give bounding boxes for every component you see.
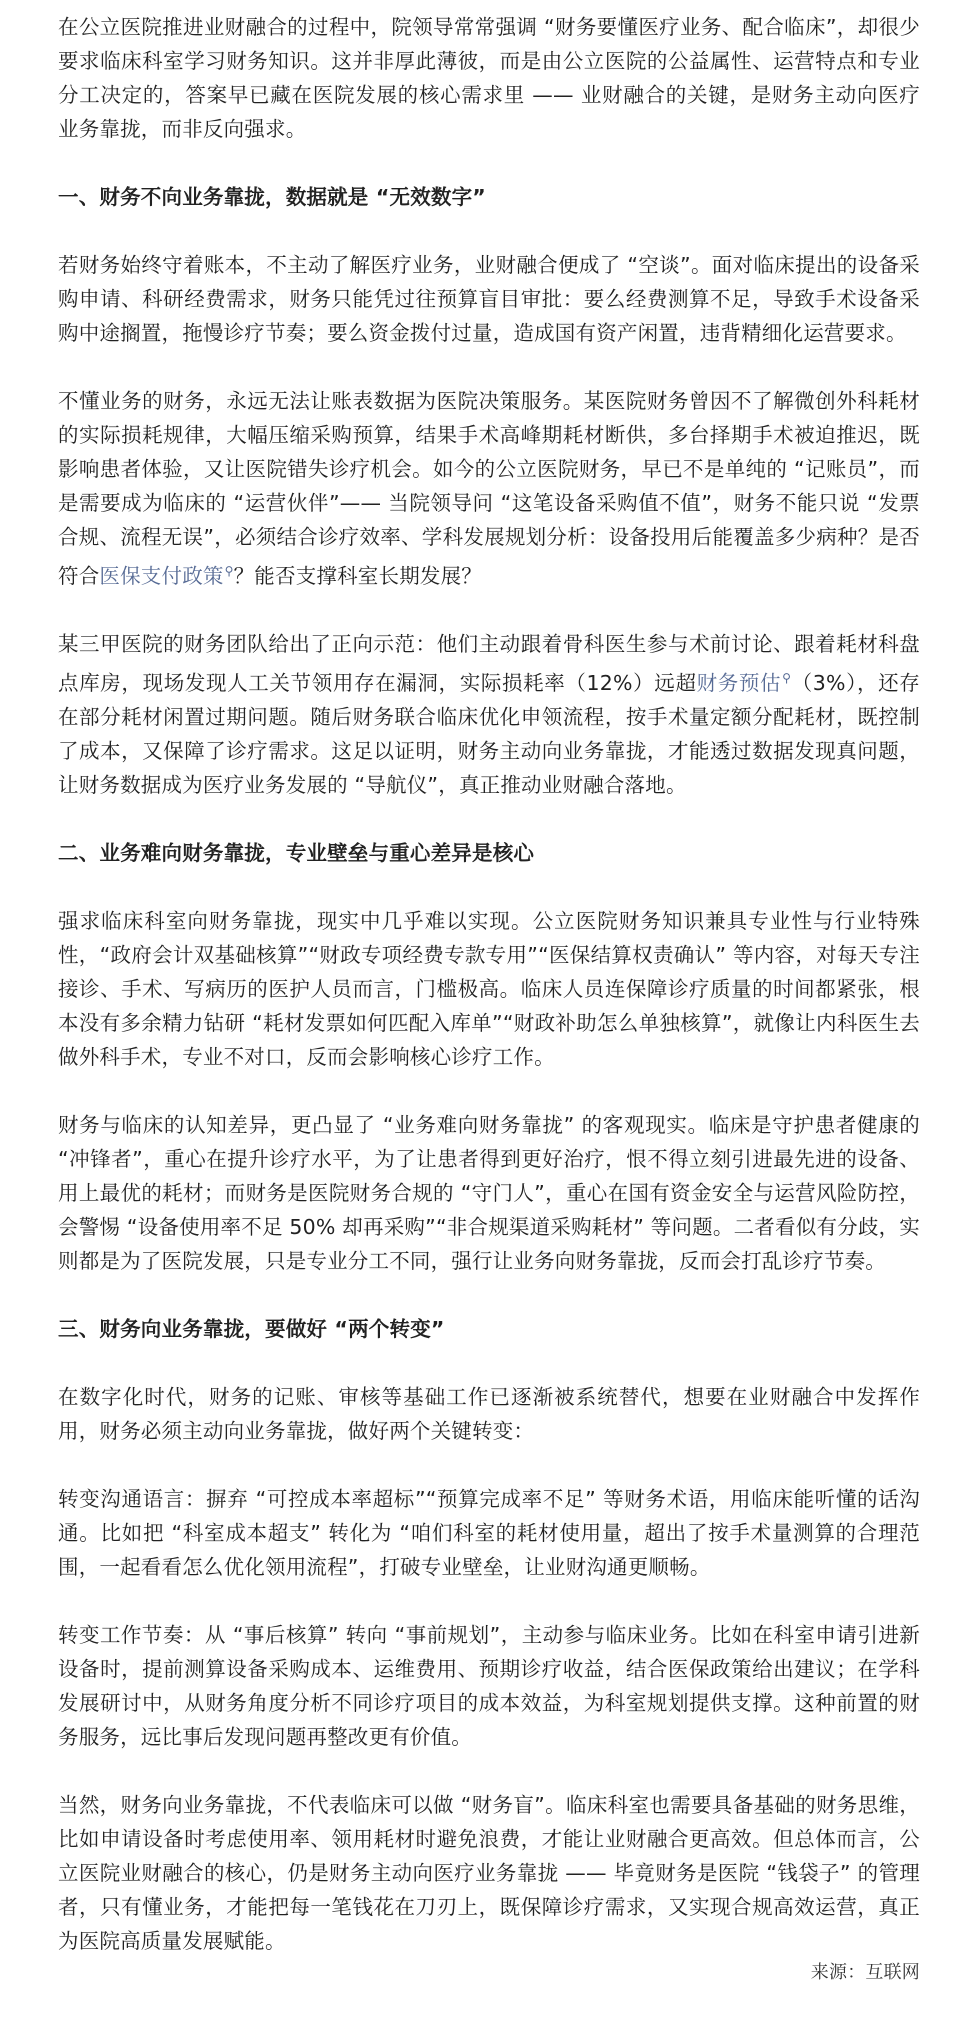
paragraph-8: 转变沟通语言：摒弃 “可控成本率超标”“预算完成率不足” 等财务术语，用临床能听懂的话沟通。比如把 “科室成本超支” 转化为 “咱们科室的耗材使用量，超出了按手术量测算的合理范围，一起看看怎么优化领用流程”，打破专业壁垒，让业财沟通更顺畅。 (58, 1486, 920, 1579)
section-heading-1: 一、财务不向业务靠拢，数据就是 “无效数字” (58, 185, 486, 209)
paragraph-3 (58, 384, 920, 593)
link-medical-insurance-policy-label: 医保支付政策 (99, 563, 224, 588)
link-financial-estimate-label: 财务预估 (696, 670, 782, 695)
paragraph-9: 转变工作节奏：从 “事后核算” 转向 “事前规划”，主动参与临床业务。比如在科室申请引进新设备时，提前测算设备采购成本、运维费用、预期诊疗收益，结合医保政策给出建议；在学科发展研讨中，从财务角度分析不同诊疗项目的成本效益，为科室规划提供支撑。这种前置的财务服务，远比事后发现问题再整改更有价值。 (58, 1622, 920, 1749)
section-heading-2: 二、业务难向财务靠拢，专业壁垒与重心差异是核心 (58, 840, 535, 865)
source-attribution: 来源：互联网 (810, 1961, 920, 1983)
paragraph-intro: 在公立医院推进业财融合的过程中，院领导常常强调 “财务要懂医疗业务、配合临床”，却很少要求临床科室学习财务知识。这并非厚此薄彼，而是由公立医院的公益属性、运营特点和专业分工决定的，答案早已藏在医院发展的核心需求里 —— 业财融合的关键，是财务主动向医疗业务靠拢，而非反向强求。 (58, 15, 920, 141)
paragraph-4-text-a: 某三甲医院的财务团队给出了正向示范：他们主动跟着骨科医生参与术前讨论、跟着耗材科盘点库房，现场发现人工关节领用存在漏洞，实际损耗率（12%）远超 (58, 631, 920, 695)
paragraph-3-text-b: ？能否支撑科室长期发展？ (233, 563, 483, 588)
paragraph-6: 财务与临床的认知差异，更凸显了 “业务难向财务靠拢” 的客观现实。临床是守护患者健康的 “冲锋者”，重心在提升诊疗水平，为了让患者得到更好治疗，恨不得立刻引进最先进的设备、用上最优的耗材；而财务是医院财务合规的 “守门人”，重心在国有资金安全与运营风险防控，会警惕 “设备使用率不足 50% 却再采购”“非合规渠道采购耗材” 等问题。二者看似有分歧，实则都是为了医院发展，只是专业分工不同，强行让业务向财务靠拢，反而会打乱诊疗节奏。 (58, 1112, 920, 1273)
paragraph-10: 当然，财务向业务靠拢，不代表临床可以做 “财务盲”。临床科室也需要具备基础的财务思维，比如申请设备时考虑使用率、领用耗材时避免浪费，才能让业财融合更高效。但总体而言，公立医院业财融合的核心，仍是财务主动向医疗业务靠拢 —— 毕竟财务是医院 “钱袋子” 的管理者，只有懂业务，才能把每一笔钱花在刀刃上，既保障诊疗需求，又实现合规高效运营，真正为医院高质量发展赋能。 (58, 1792, 920, 1953)
link-medical-insurance-policy[interactable] (99, 564, 233, 588)
link-financial-estimate[interactable] (697, 671, 792, 695)
paragraph-5: 强求临床科室向财务靠拢，现实中几乎难以实现。公立医院财务知识兼具专业性与行业特殊性，“政府会计双基础核算”“财政专项经费专款专用”“医保结算权责确认” 等内容，对每天专注接诊、手术、写病历的医护人员而言，门槛极高。临床人员连保障诊疗质量的时间都紧张，根本没有多余精力钻研 “耗材发票如何匹配入库单”“财政补助怎么单独核算”，就像让内科医生去做外科手术，专业不对口，反而会影响核心诊疗工作。 (58, 908, 920, 1069)
paragraph-4-text-b: （3%），还存在部分耗材闲置过期问题。随后财务联合临床优化申领流程，按手术量定额分配耗材，既控制了成本，又保障了诊疗需求。这足以证明，财务主动向业务靠拢，才能透过数据发现真问题，让财务数据成为医疗业务发展的 “导航仪”，真正推动业财融合落地。 (58, 670, 920, 797)
paragraph-2: 若财务始终守着账本，不主动了解医疗业务，业财融合便成了 “空谈”。面对临床提出的设备采购申请、科研经费需求，财务只能凭过往预算盲目审批：要么经费测算不足，导致手术设备采购中途搁置，拖慢诊疗节奏；要么资金拨付过量，造成国有资产闲置，违背精细化运营要求。 (58, 253, 920, 345)
search-icon: ⚲ (782, 670, 792, 685)
section-heading-3: 三、财务向业务靠拢，要做好 “两个转变” (58, 1316, 445, 1341)
paragraph-7: 在数字化时代，财务的记账、审核等基础工作已逐渐被系统替代，想要在业财融合中发挥作用，财务必须主动向业务靠拢，做好两个关键转变： (58, 1384, 920, 1443)
search-icon: ⚲ (224, 564, 234, 578)
paragraph-3-text-a: 不懂业务的财务，永远无法让账表数据为医院决策服务。某医院财务曾因不了解微创外科耗材的实际损耗规律，大幅压缩采购预算，结果手术高峰期耗材断供，多台择期手术被迫推迟，既影响患者体验，又让医院错失诊疗机会。如今的公立医院财务，早已不是单纯的 “记账员”，而是需要成为临床的 “运营伙伴”—— 当院领导问 “这笔设备采购值不值”，财务不能只说 “发票合规、流程无误”，必须结合诊疗效率、学科发展规划分析：设备投用后能覆盖多少病种？是否符合 (58, 389, 920, 588)
paragraph-4 (58, 627, 920, 802)
